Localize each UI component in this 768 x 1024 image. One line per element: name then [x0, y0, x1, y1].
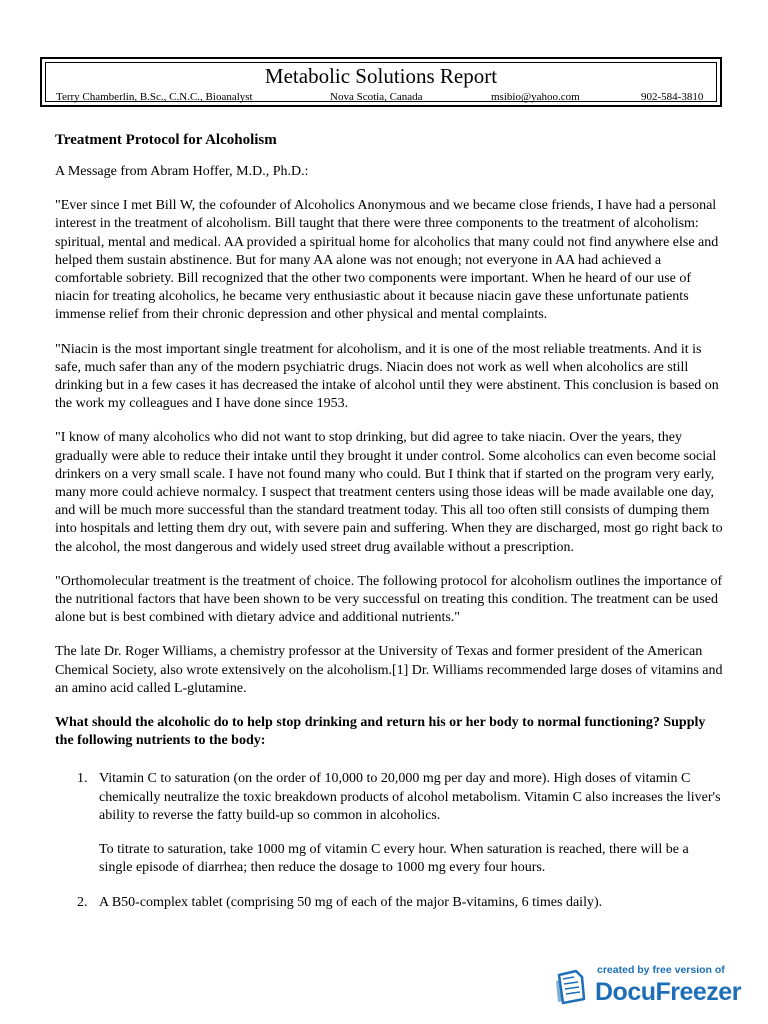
watermark-caption: created by free version of: [597, 964, 725, 976]
list-number: 1.: [77, 771, 88, 787]
list-number: 2.: [77, 894, 88, 910]
nutrient-list: [55, 770, 725, 911]
paragraph: "Orthomolecular treatment is the treatment of choice. The following protocol for alcoholism outlines the importance of the nutritional factors that have been shown to be very successful on treating this condition. The treatment can be used alone but is best combined with dietary advice and additional nutrients.": [55, 573, 723, 626]
report-header: [40, 57, 722, 107]
list-item: [55, 894, 725, 912]
email-address: msibio@yahoo.com: [491, 91, 580, 103]
list-item: [55, 770, 725, 877]
paragraph-intro: A Message from Abram Hoffer, M.D., Ph.D.:: [55, 164, 309, 179]
list-item-note: To titrate to saturation, take 1000 mg of vitamin C every hour. When saturation is reached, there will be a single episode of diarrhea; then reduce the dosage to 1000 mg every four hours.: [99, 842, 689, 876]
list-item-text: Vitamin C to saturation (on the order of 10,000 to 20,000 mg per day and more). High doses of vitamin C chemically neutralize the toxic breakdown products of alcohol metabolism. Vitamin C also increases the liver's ability to reverse the fatty build-up so common in alcoholics.: [99, 771, 721, 823]
list-item-text: A B50-complex tablet (comprising 50 mg of each of the major B-vitamins, 6 times daily).: [99, 894, 603, 910]
paragraph: "I know of many alcoholics who did not want to stop drinking, but did agree to take niacin. Over the years, they gradually were able to reduce their intake until they brought it under control. Some alcoholics can even become social drinkers on a very small scale. I have not found many who could. But I think that if started on the program very early, many more could achieve normalcy. I suspect that treatment centers using those ideas will be made available one day, and will be much more successful than the standard treatment today. This all too often still consists of dumping them into hospitals and letting them dry out, with severe pain and suffering. When they are discharged, most go right back to the alcohol, the most dangerous and widely used street drug available without a prescription.: [55, 430, 723, 555]
watermark-brand: DocuFreezer: [595, 978, 741, 1006]
question-heading: What should the alcoholic do to help stop drinking and return his or her body to normal functioning? Supply the following nutrients to the body:: [55, 715, 706, 749]
location: Nova Scotia, Canada: [330, 91, 423, 103]
section-title: Treatment Protocol for Alcoholism: [55, 132, 277, 148]
document-body: [55, 131, 725, 928]
paragraph: The late Dr. Roger Williams, a chemistry professor at the University of Texas and former president of the American Chemical Society, also wrote extensively on the alcoholism.[1] Dr. Williams recommended large doses of vitamins and an amino acid called L-glutamine.: [55, 644, 723, 696]
docufreezer-watermark: [554, 963, 750, 1009]
report-title: Metabolic Solutions Report: [264, 64, 498, 88]
paragraph: "Ever since I met Bill W, the cofounder of Alcoholics Anonymous and we became close friends, I have had a personal interest in the treatment of alcoholism. Bill taught that there were three components to the treatment of alcoholism: spiritual, mental and medical. AA provided a spiritual home for alcoholics that many could not find anywhere else and helped them sustain abstinence. But for many AA alone was not enough; not everyone in AA had achieved a comfortable sobriety. Bill recognized that the other two components were important. When he heard of our use of niacin for treating alcoholics, he became very enthusiastic about it because niacin gave these unfortunate patients immense relief from their chronic depression and other physical and mental complaints.: [55, 198, 719, 323]
author-credit: Terry Chamberlin, B.Sc., C.N.C., Bioanalyst: [56, 91, 253, 103]
docufreezer-logo-icon: [554, 967, 588, 1005]
phone-number: 902-584-3810: [641, 91, 704, 103]
paragraph: "Niacin is the most important single treatment for alcoholism, and it is one of the most reliable treatments. And it is safe, much safer than any of the modern psychiatric drugs. Niacin does not work as well when alcoholics are still drinking but in a few cases it has decreased the intake of alcohol until they were abstinent. This conclusion is based on the work my colleagues and I have done since 1953.: [55, 341, 719, 412]
